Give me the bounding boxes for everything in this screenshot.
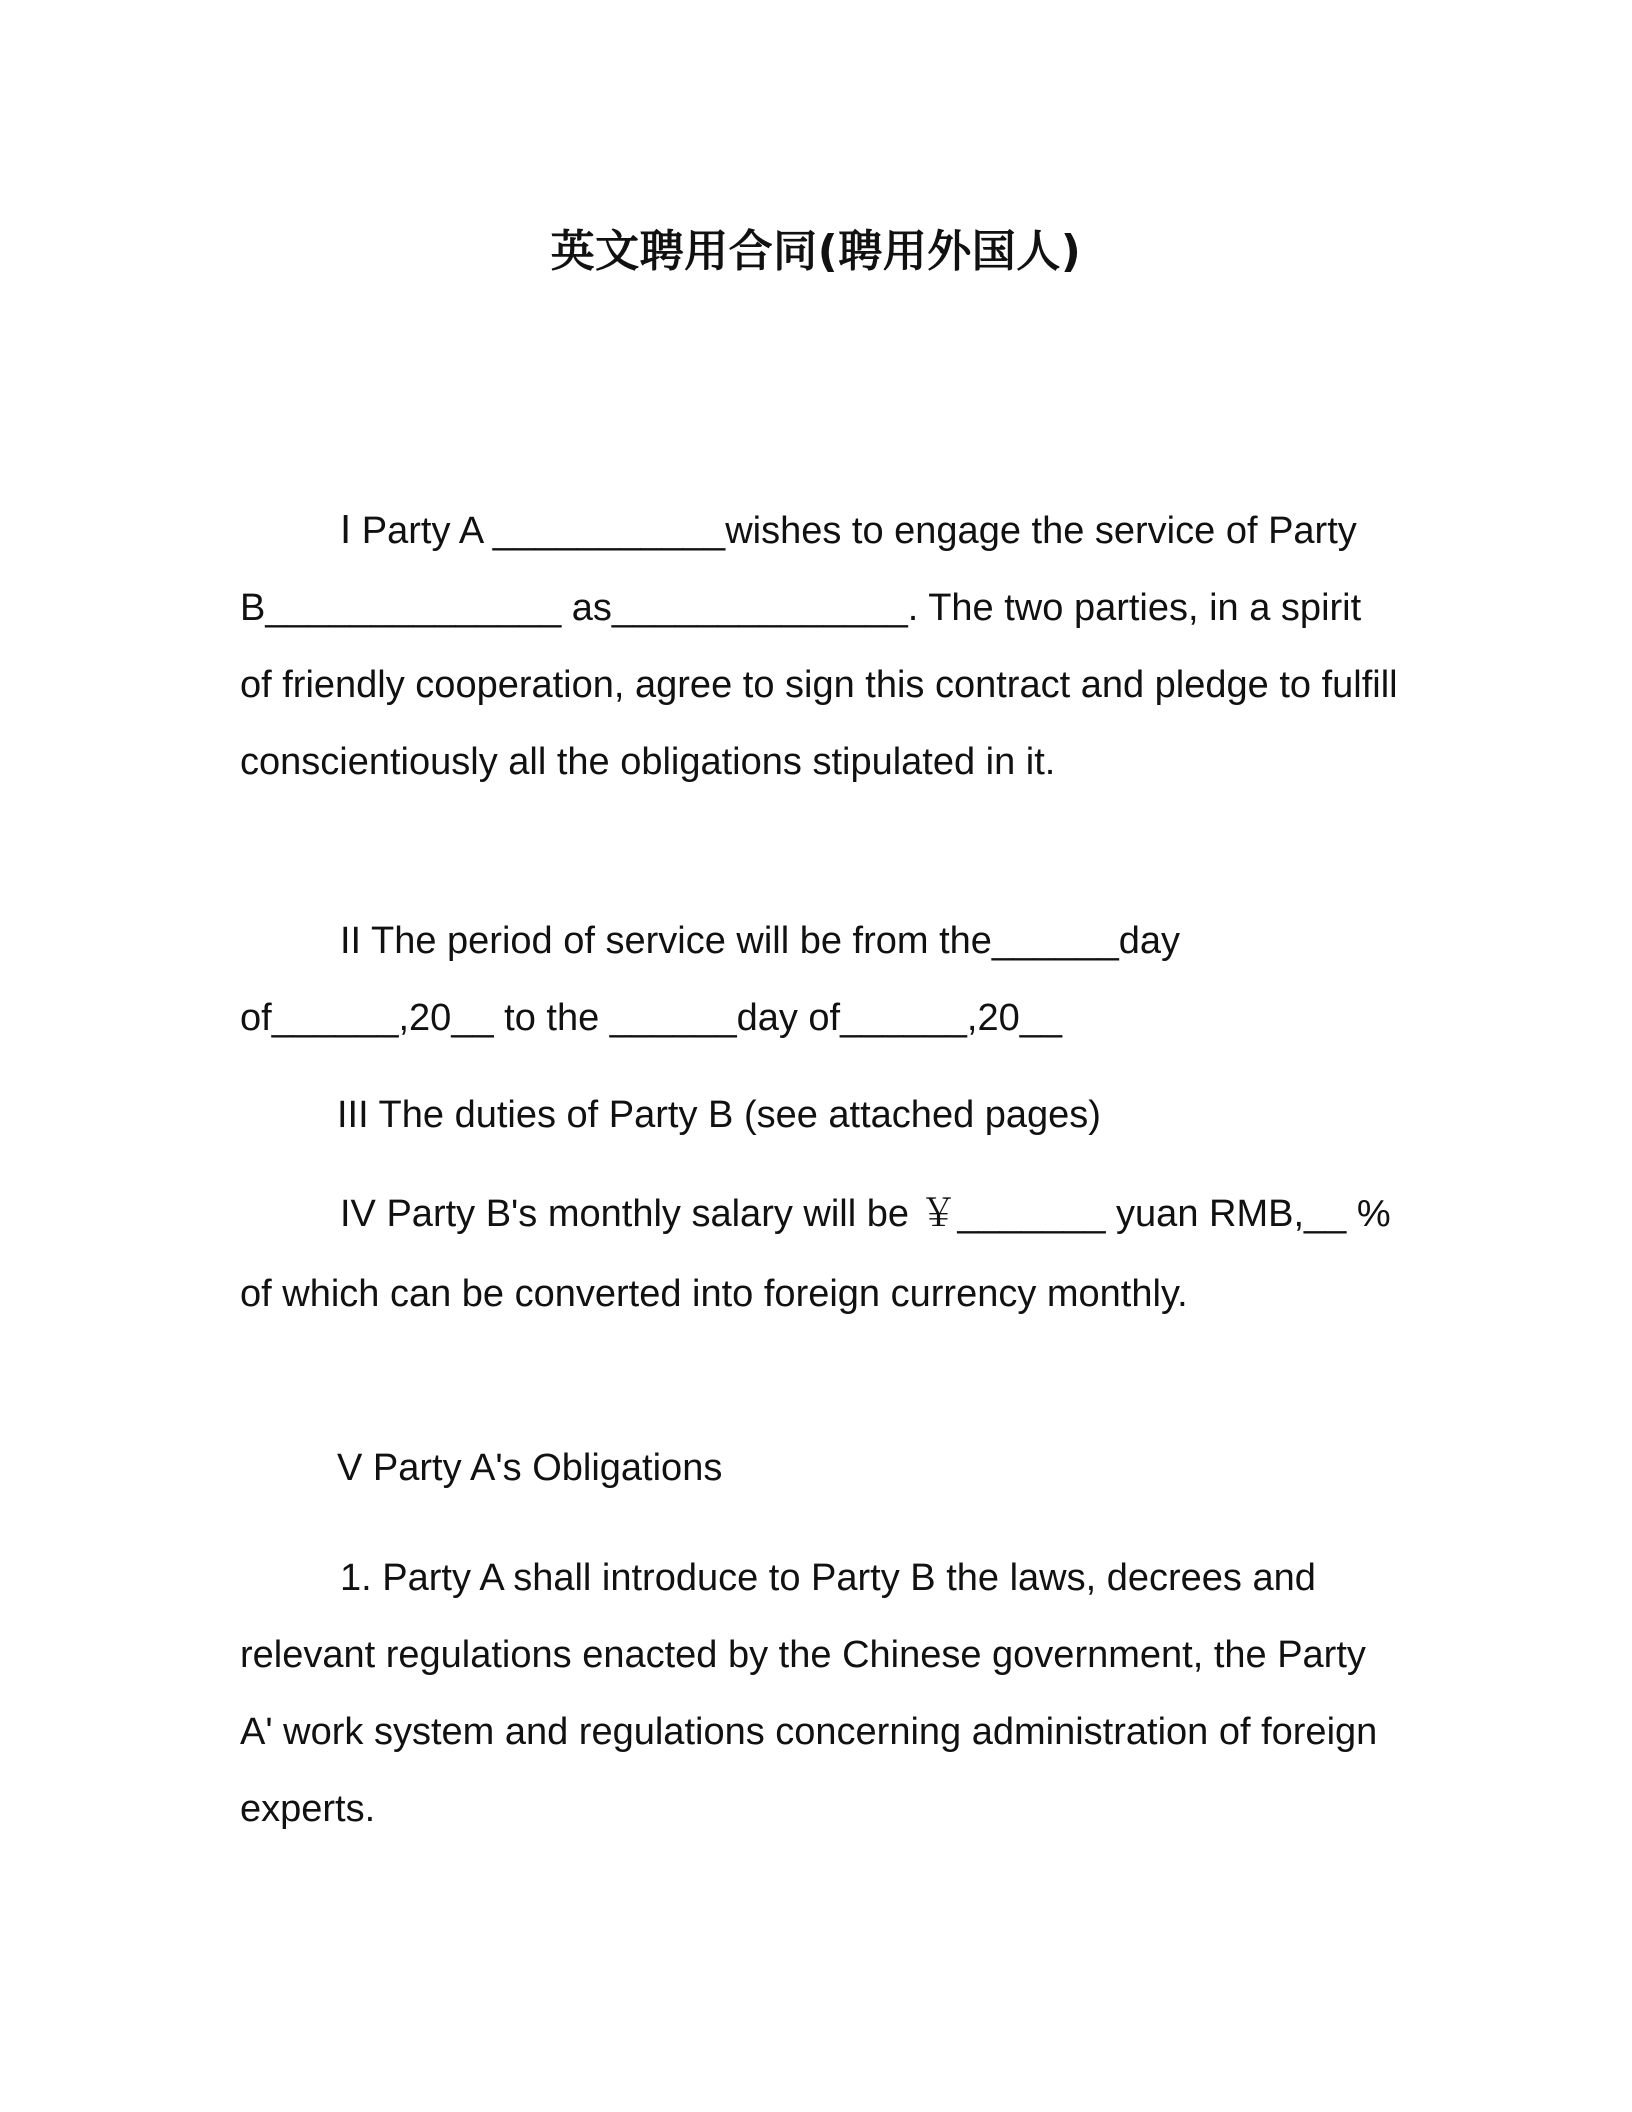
document-title: 英文聘用合同(聘用外国人): [550, 226, 1082, 277]
section-2-paragraph: II The period of service will be from the______day of______,20__ to the ______day of______,20__: [240, 920, 1180, 1039]
section-1-paragraph: Ⅰ Party A ___________wishes to engage the service of Party B______________ as______________. The two parties, in a spirit of friendly cooperation, agree to sign this contract and pledge to fulfill conscientiously all the obligations stipulated in it.: [240, 510, 1398, 783]
section-3-paragraph: III The duties of Party B (see attached pages): [337, 1094, 1101, 1136]
section-4-paragraph: IV Party B's monthly salary will be ￥_______ yuan RMB,__ % of which can be converted into foreign currency monthly.: [240, 1193, 1391, 1315]
section-5-item-1: 1. Party A shall introduce to Party B the laws, decrees and relevant regulations enacted by the Chinese government, the Party A' work system and regulations concerning administration of foreign experts.: [240, 1557, 1378, 1830]
section-5-heading: V Party A's Obligations: [337, 1447, 723, 1489]
